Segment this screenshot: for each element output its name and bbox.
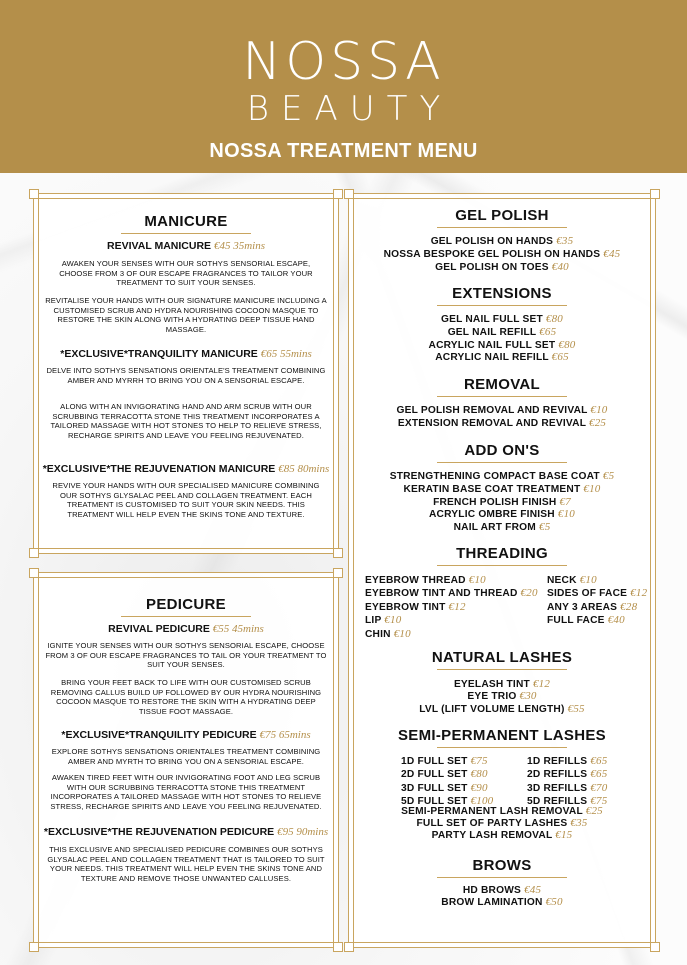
item-description: BRING YOUR FEET BACK TO LIFE WITH OUR CUSTOMISED SCRUB REMOVING CALLUS BUILD UP FOLLOWED BY OUR HYDRA NOURISHING COCOON MASQUE TO RESTORE THE SKIN WITH A HYDRATING DEEP TISSUE FOOT MASSAGE. (50, 678, 322, 716)
menu-title: NOSSA TREATMENT MENU (209, 140, 478, 162)
price-line: GEL NAIL REFILL €65 (447, 326, 557, 338)
frame-corner (650, 189, 660, 199)
manicure-panel (33, 193, 339, 554)
natural-lashes-title: NATURAL LASHES (431, 649, 573, 666)
price-line: 1D FULL SET €75 (401, 755, 488, 767)
price-line: FULL SET OF PARTY LASHES €35 (416, 817, 588, 829)
price-line: SEMI-PERMANENT LASH REMOVAL €25 (401, 805, 603, 817)
price-line: ANY 3 AREAS €28 (547, 600, 638, 613)
price-line: ACRYLIC OMBRE FINISH €10 (428, 508, 575, 520)
item-description: THIS EXCLUSIVE AND SPECIALISED PEDICURE COMBINES OUR SOTHYS GLYSALAC PEEL AND COLLAGEN TREATMENT THAT IS TAILORED TO SUIT YOUR NEEDS. THIS TREATMENT WILL HELP EVEN THE SKINS TONE AND TEXTURE AND REMOVE THOSE UNWANTED CALLUSES. (47, 845, 325, 883)
item-description: REVITALISE YOUR HANDS WITH OUR SIGNATURE MANICURE INCLUDING A CUSTOMISED SCRUB AND HYDRA NOURISHING COCOON MASQUE TO RESTORE THE SKIN ALONG WITH A HYDRATING DEEP TISSUE HAND MASSAGE. (45, 296, 327, 334)
menu-item-heading: *EXCLUSIVE*THE REJUVENATION MANICURE €85 80mins (42, 463, 330, 475)
removal-title: REMOVAL (464, 376, 540, 393)
price-line: 3D FULL SET €90 (401, 781, 488, 794)
threading-title: THREADING (456, 545, 548, 562)
pedicure-panel (33, 572, 339, 948)
price-line: KERATIN BASE COAT TREATMENT €10 (403, 483, 601, 495)
semi-permanent-lashes-title: SEMI-PERMANENT LASHES (398, 727, 606, 744)
divider (437, 305, 567, 306)
price-line: LIP €10 (365, 614, 402, 627)
price-line: 5D FULL SET €100 (401, 795, 494, 808)
price-line: GEL POLISH REMOVAL AND REVIVAL €10 (396, 404, 608, 416)
item-description: REVIVE YOUR HANDS WITH OUR SPECIALISED MANICURE COMBINING OUR SOTHYS GLYSALAC PEEL AND COLLAGEN TREATMENT. EACH TREATMENT IS CUSTOMISED TO SUIT YOUR SKIN NEEDS. THIS TREATMENT WILL HELP EVEN THE SKINS TONE AND TEXTURE. (52, 481, 320, 519)
price-line: EYEBROW THREAD €10 (365, 574, 486, 586)
frame-corner (29, 942, 39, 952)
frame-corner (29, 548, 39, 558)
price-line: ACRYLIC NAIL REFILL €65 (435, 351, 569, 363)
logo-wordmark-top: NOSSA (242, 32, 445, 92)
price-line: EYELASH TINT €12 (453, 678, 551, 690)
divider (437, 747, 567, 748)
price-line: EYEBROW TINT AND THREAD €20 (365, 587, 538, 600)
item-description: AWAKEN YOUR SENSES WITH OUR SOTHYS SENSORIAL ESCAPE, CHOOSE FROM 3 OF OUR ESCAPE FRAGRANCES TO TAILOR YOUR TREATMENT TO SUIT YOUR SENSES. (59, 259, 313, 288)
price-line: 5D REFILLS €75 (527, 795, 608, 808)
price-line: EYEBROW TINT €12 (365, 600, 466, 613)
price-line: 2D FULL SET €80 (401, 768, 488, 781)
frame-corner (344, 942, 354, 952)
threading-left-column (365, 574, 538, 641)
manicure-title: MANICURE (144, 213, 228, 230)
price-line: GEL POLISH ON HANDS €35 (430, 235, 574, 247)
menu-item-heading: *EXCLUSIVE*TRANQUILITY PEDICURE €75 65mins (61, 729, 311, 741)
divider (437, 565, 567, 566)
price-line: FRENCH POLISH FINISH €7 (433, 496, 571, 508)
brand-header (0, 0, 687, 173)
price-line: PARTY LASH REMOVAL €15 (431, 829, 573, 841)
item-description: EXPLORE SOTHYS SENSATIONS ORIENTALES TREATMENT COMBINING AMBER AND MYRTH TO BRING YOU ON A SENSORIAL ESCAPE. (51, 747, 321, 766)
price-line: HD BROWS €45 (462, 884, 542, 896)
price-line: NOSSA BESPOKE GEL POLISH ON HANDS €45 (383, 248, 621, 260)
price-line: GEL POLISH ON TOES €40 (435, 261, 569, 273)
price-line: ACRYLIC NAIL FULL SET €80 (428, 339, 576, 351)
menu-item-heading: REVIVAL PEDICURE €55 45mins (108, 623, 264, 635)
menu-item-heading: *EXCLUSIVE*TRANQUILITY MANICURE €65 55mins (60, 348, 312, 360)
threading-right-column (547, 574, 647, 628)
gel-polish-title: GEL POLISH (455, 207, 549, 224)
price-line: 1D REFILLS €65 (527, 755, 608, 767)
divider (437, 227, 567, 228)
price-line: STRENGTHENING COMPACT BASE COAT €5 (389, 470, 615, 482)
price-line: EYE TRIO €30 (467, 690, 537, 702)
price-line: CHIN €10 (365, 627, 411, 640)
frame-corner (333, 189, 343, 199)
menu-item-heading: *EXCLUSIVE*THE REJUVENATION PEDICURE €95 90mins (43, 826, 329, 838)
price-line: SIDES OF FACE €12 (547, 587, 648, 600)
price-line: NAIL ART FROM €5 (453, 521, 551, 533)
item-description: AWAKEN TIRED FEET WITH OUR INVIGORATING FOOT AND LEG SCRUB WITH OUR SCRUBBING TERRACOTTA STONE THIS TREATMENT INCORPORATES A TAILORED MASSAGE WITH HOT STONES TO RELIEVE STRESS, RECHARGE SPIRITS AND LEAVE YOU FEELING REJUVENATED. (50, 773, 322, 811)
price-line: BROW LAMINATION €50 (441, 896, 563, 908)
divider (437, 462, 567, 463)
divider (121, 233, 251, 234)
price-line: EXTENSION REMOVAL AND REVIVAL €25 (397, 417, 607, 429)
price-line: GEL NAIL FULL SET €80 (440, 313, 564, 325)
pedicure-title: PEDICURE (146, 596, 226, 613)
price-line: 3D REFILLS €70 (527, 781, 608, 794)
price-line: NECK €10 (547, 574, 597, 586)
divider (437, 877, 567, 878)
frame-corner (344, 189, 354, 199)
logo-wordmark-bottom: BEAUTY (246, 89, 453, 129)
divider (121, 616, 251, 617)
lashes-full-set-column (401, 755, 493, 809)
divider (437, 396, 567, 397)
price-line: LVL (LIFT VOLUME LENGTH) €55 (419, 703, 585, 715)
frame-corner (333, 568, 343, 578)
add-ons-title: ADD ON'S (464, 442, 540, 459)
price-line: 2D REFILLS €65 (527, 768, 608, 781)
item-description: DELVE INTO SOTHYS SENSATIONS ORIENTALE'S TREATMENT COMBINING AMBER AND MYRRH TO BRING YOU ON A SENSORIAL ESCAPE. (46, 366, 326, 385)
extensions-title: EXTENSIONS (452, 285, 552, 302)
menu-item-heading: REVIVAL MANICURE €45 35mins (107, 240, 265, 252)
lashes-refills-column (527, 755, 607, 809)
item-description: IGNITE YOUR SENSES WITH OUR SOTHYS SENSORIAL ESCAPE, CHOOSE FROM 3 OF OUR ESCAPE FRAGRANCES TO TAIL OR YOUR TREATMENT TO SUIT YOUR SENSES. (45, 641, 327, 670)
frame-corner (650, 942, 660, 952)
item-description: ALONG WITH AN INVIGORATING HAND AND ARM SCRUB WITH OUR SCRUBBING TERRACOTTA STONE THIS TREATMENT INCORPORATES A TAILORED MASSAGE WITH HOT STONES TO HELP TO RELIEVE STRESS, RECHARGE SPIRITS AND LEAVE YOU FEELING REJUVENATED. (50, 402, 322, 440)
brows-title: BROWS (472, 857, 532, 874)
frame-corner (29, 568, 39, 578)
frame-corner (29, 189, 39, 199)
frame-corner (333, 548, 343, 558)
services-panel (348, 193, 656, 948)
price-line: FULL FACE €40 (547, 614, 625, 627)
divider (437, 669, 567, 670)
frame-corner (333, 942, 343, 952)
